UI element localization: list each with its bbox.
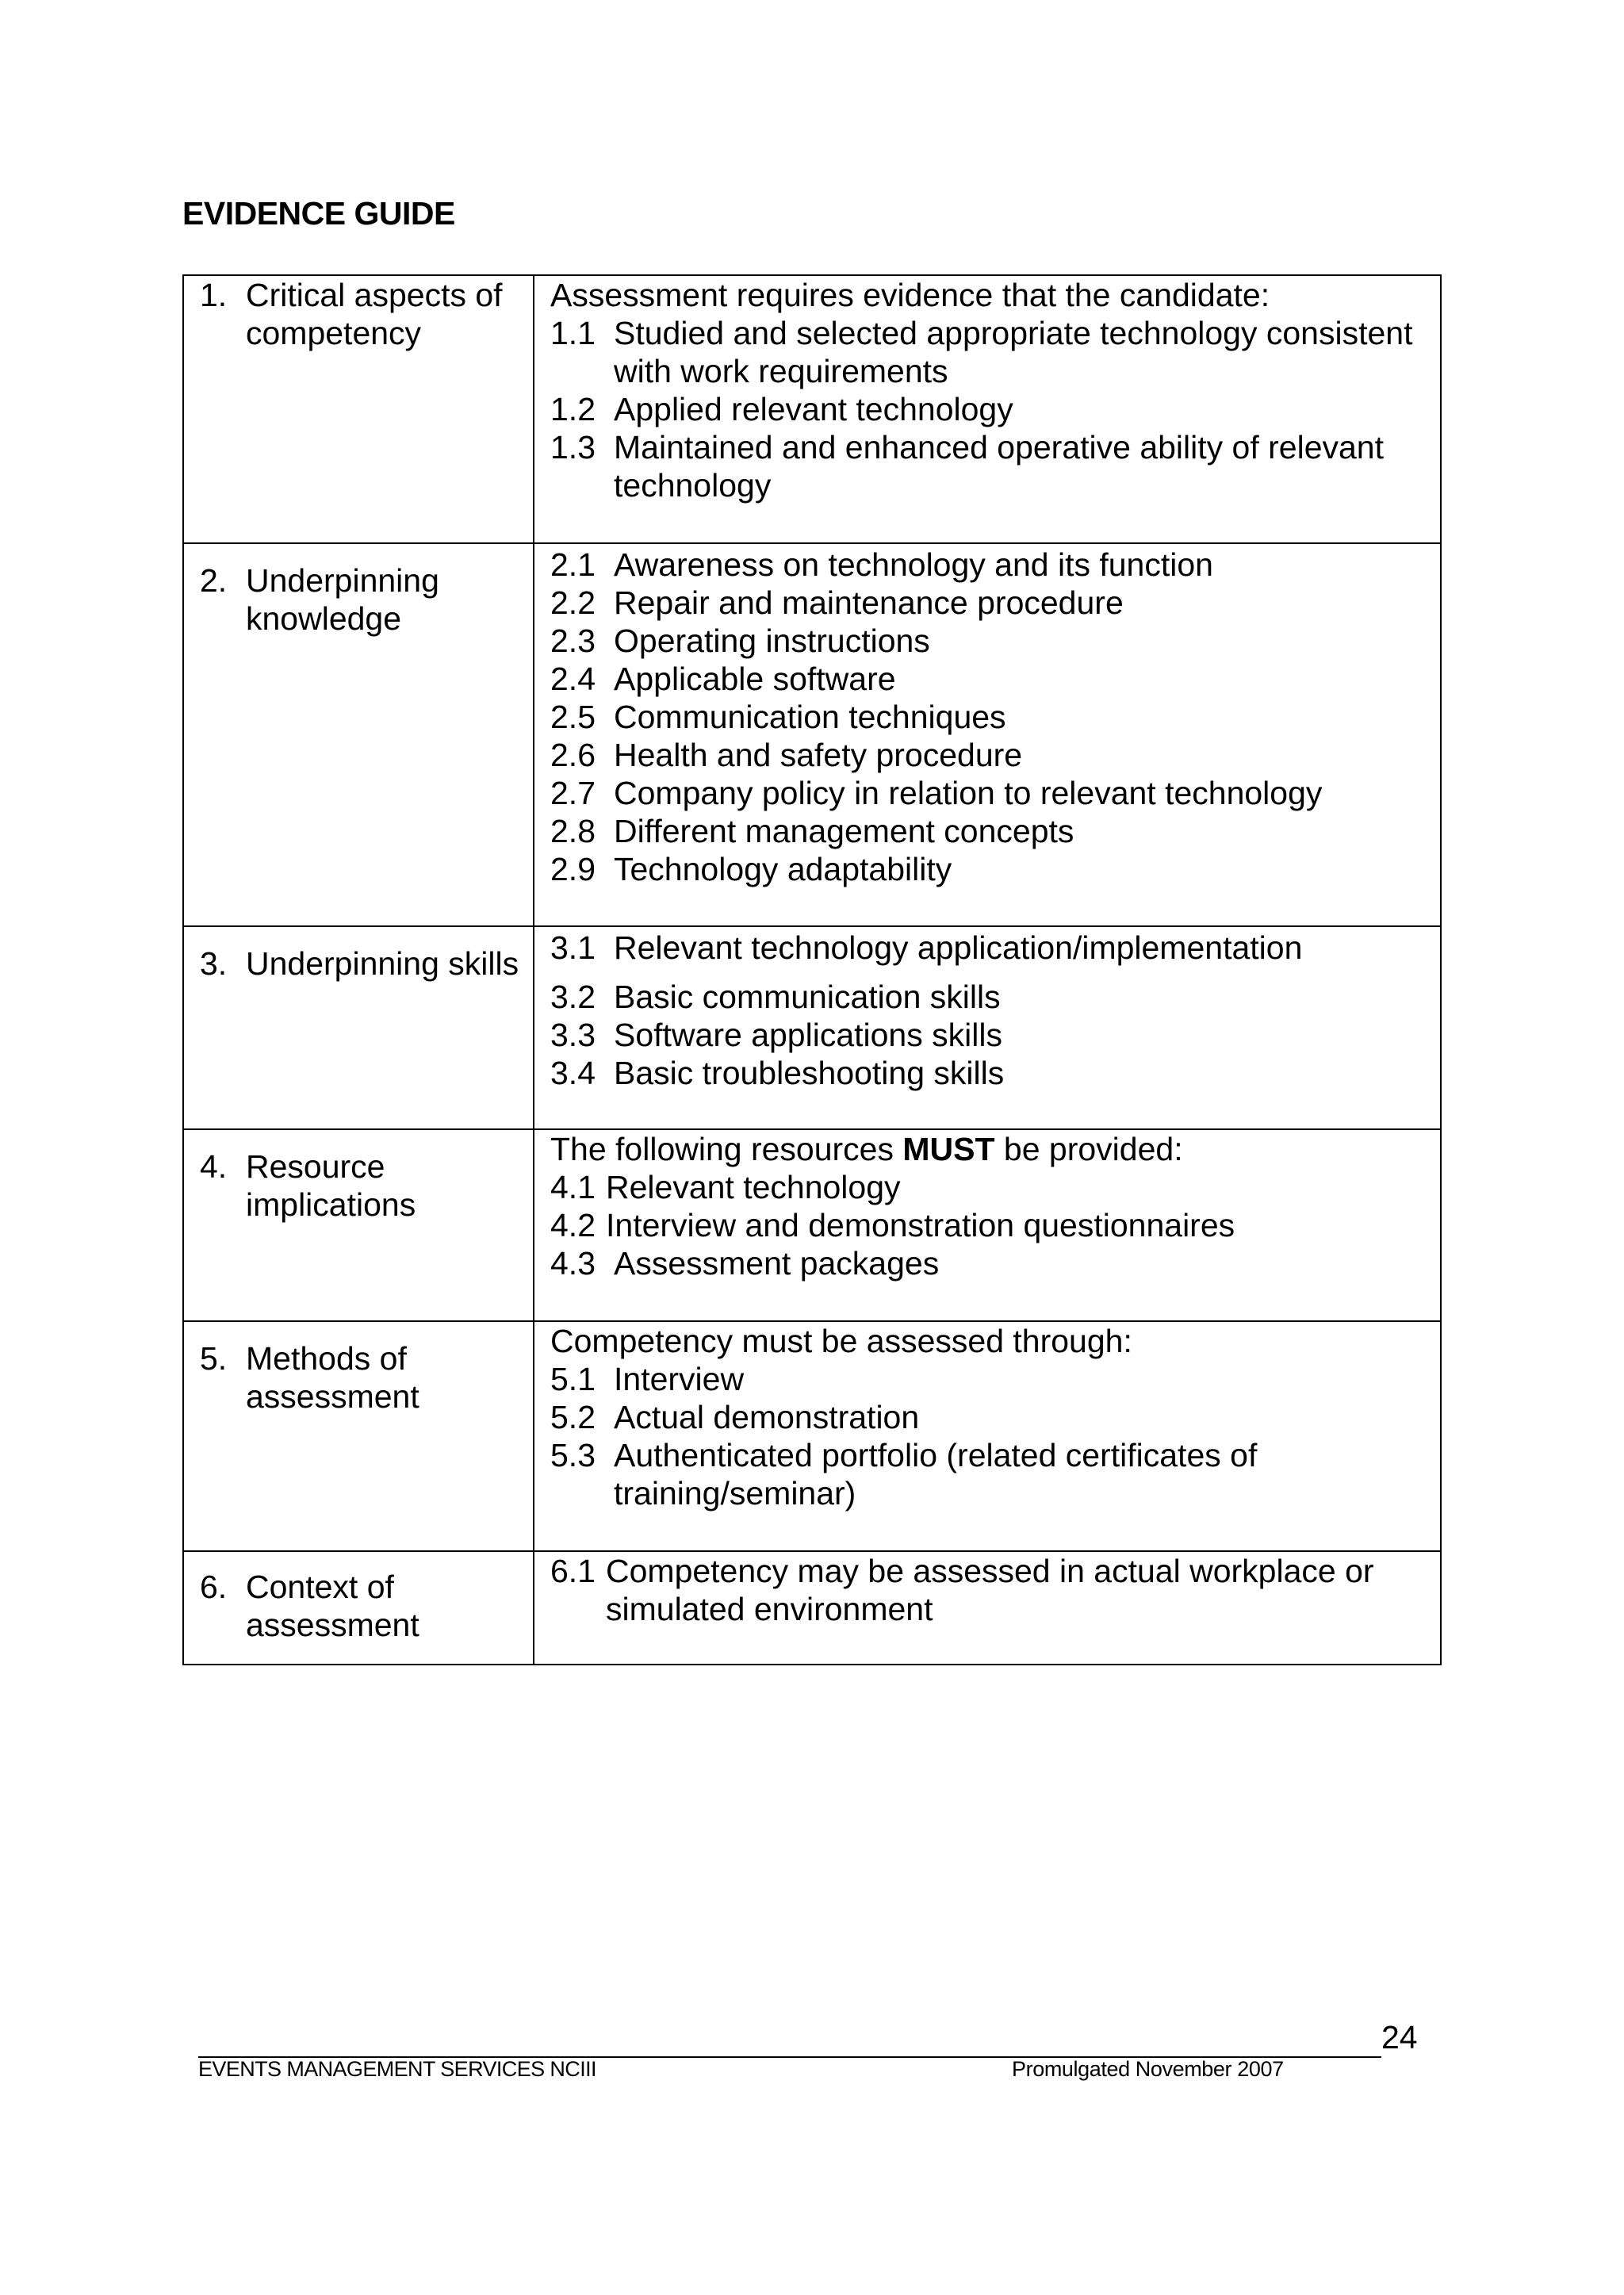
row-number: 3. [200,945,228,982]
row-number: 2. [200,562,228,599]
list-item: 3.1 Relevant technology application/implementation [550,929,1303,966]
row-label [184,1552,533,1644]
list-item: 4.3 Assessment packages [550,1245,940,1282]
list-item: 2.1 Awareness on technology and its function [550,546,1213,583]
list-item: 2.3 Operating instructions [550,623,930,659]
list-item: 5.1 Interview [550,1361,745,1397]
row-label-line: Resource [246,1148,385,1185]
row-label-line: Context of [246,1569,394,1605]
table-row [183,1551,1441,1665]
row-label [184,1130,533,1224]
row-intro: Competency must be assessed through: [550,1323,1132,1359]
list-item: 1.3 Maintained and enhanced operative ability of relevant technology [550,429,1384,504]
row-label-line: competency [246,315,422,351]
row-content-cell [534,543,1441,926]
table-row [183,926,1441,1129]
row-number: 4. [200,1148,228,1185]
row-label [184,276,533,352]
list-item: 2.4 Applicable software [550,661,896,697]
row-label-cell [183,275,534,543]
list-item: 2.2 Repair and maintenance procedure [550,584,1124,621]
list-item: 1.2 Applied relevant technology [550,391,1013,427]
list-item: 5.3 Authenticated portfolio (related certificates of training/seminar) [550,1437,1258,1511]
row-label [184,1322,533,1416]
row-label-line: implications [246,1186,416,1223]
row-label [184,544,533,638]
table-row [183,1321,1441,1551]
list-item: 2.8 Different management concepts [550,813,1074,849]
list-item: 2.5 Communication techniques [550,699,1006,735]
row-label-line: Underpinning skills [246,945,519,982]
page-title: EVIDENCE GUIDE [182,195,455,232]
list-item: 5.2 Actual demonstration [550,1399,920,1435]
table-row [183,1129,1441,1321]
list-item: 1.1 Studied and selected appropriate technology consistent with work requirements [550,315,1413,389]
row-content-cell [534,275,1441,543]
footer-document-title: EVENTS MANAGEMENT SERVICES NCIII [198,2057,596,2081]
table-row [183,543,1441,926]
evidence-guide-table [182,274,1442,1665]
row-label-line: Underpinning [246,562,439,599]
row-content-cell [534,1551,1441,1665]
footer-promulgated-date: Promulgated November 2007 [1012,2057,1284,2081]
row-intro: Assessment requires evidence that the candidate: [550,277,1270,313]
row-number: 6. [200,1569,228,1605]
row-label [184,927,533,983]
row-label-cell [183,1129,534,1321]
row-label-line: knowledge [246,600,402,637]
row-label-cell [183,1321,534,1551]
row-number: 1. [200,277,228,313]
row-content-cell [534,1321,1441,1551]
list-item: 3.4 Basic troubleshooting skills [550,1055,1005,1091]
page-number: 24 [1381,2019,1418,2056]
list-item: 3.2 Basic communication skills [550,979,1001,1015]
row-content-cell [534,926,1441,1129]
list-item: 3.3 Software applications skills [550,1017,1002,1053]
list-item: 4.1 Relevant technology [550,1169,901,1205]
row-label-cell [183,543,534,926]
row-label-line: assessment [246,1607,419,1643]
row-content-cell [534,1129,1441,1321]
row-label-cell [183,926,534,1129]
row-label-line: Methods of [246,1340,407,1377]
row-intro: The following resources MUST be provided: [550,1131,1183,1167]
row-label-line: assessment [246,1378,419,1415]
table-row [183,275,1441,543]
list-item: 2.6 Health and safety procedure [550,737,1023,773]
row-number: 5. [200,1340,228,1377]
row-label-cell [183,1551,534,1665]
row-label-line: Critical aspects of [246,277,503,313]
list-item: 6.1 Competency may be assessed in actual workplace or simulated environment [550,1553,1374,1627]
list-item: 2.7 Company policy in relation to relevant technology [550,775,1323,811]
list-item: 4.2 Interview and demonstration questionnaires [550,1207,1235,1243]
list-item: 2.9 Technology adaptability [550,851,952,887]
